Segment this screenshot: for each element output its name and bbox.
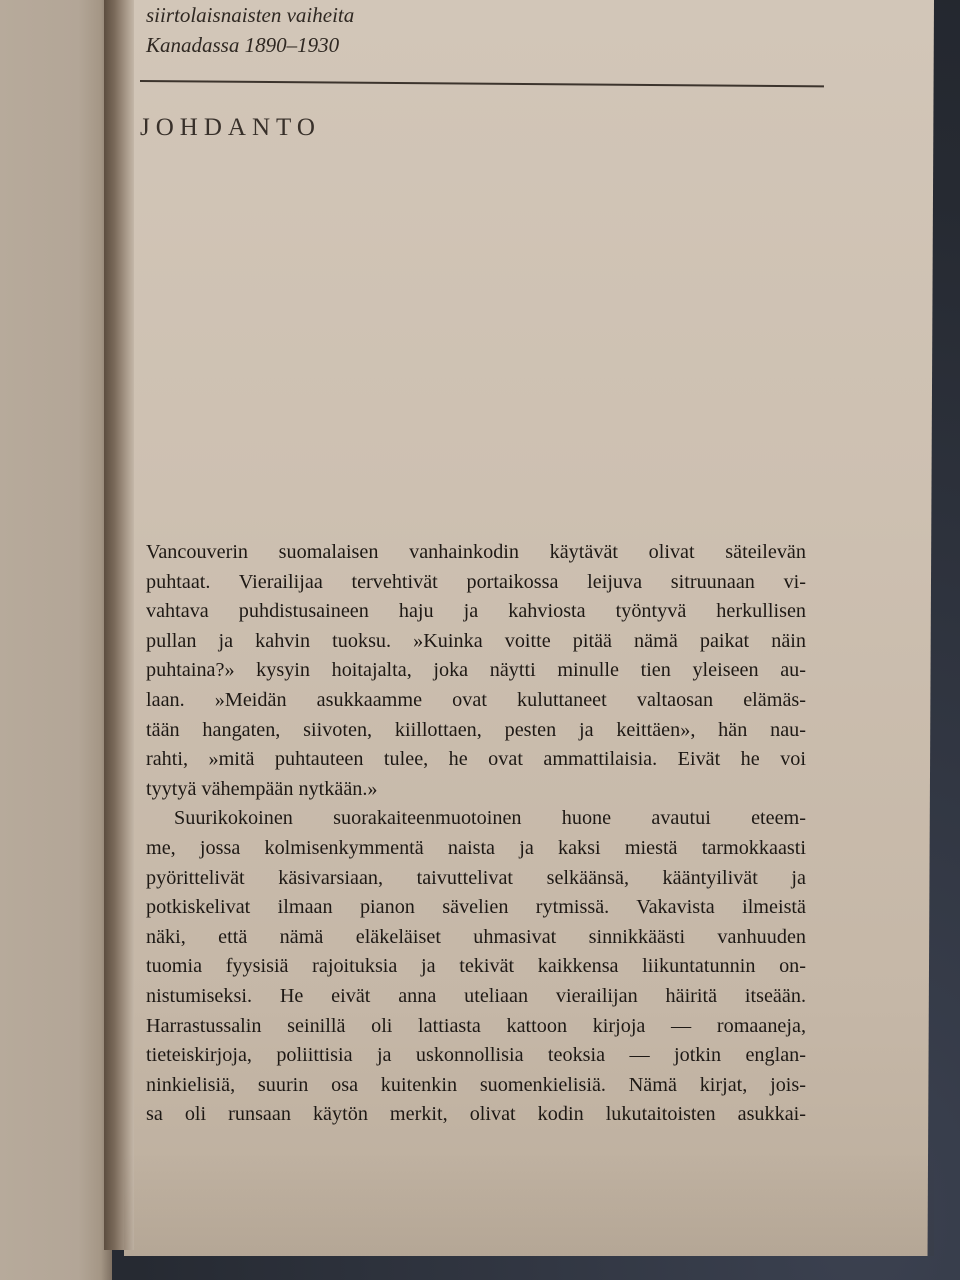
text-line: puhtaina?» kysyin hoitajalta, joka näytti minulle tien yleiseen au- [146,659,806,682]
text-line: pyörittelivät käsivarsiaan, taivuttelivat selkäänsä, kääntyilivät ja [146,866,806,889]
header-subtitle-line-1: siirtolaisnaisten vaiheita [146,3,355,27]
left-page-edge [0,0,112,1280]
text-line: vahtava puhdistusaineen haju ja kahviosta työntyvä herkullisen [146,600,806,623]
text-line: Vancouverin suomalaisen vanhainkodin käytävät olivat säteilevän [146,541,806,563]
text-line: pullan ja kahvin tuoksu. »Kuinka voitte pitää nämä paikat näin [146,629,806,652]
header-subtitle-line-2: Kanadassa 1890–1930 [146,33,340,57]
text-line: sa oli runsaan käytön merkit, olivat kodin lukutaitoisten asukkai- [146,1103,806,1126]
text-line: me, jossa kolmisenkymmentä naista ja kaksi miestä tarmokkaasti [146,836,806,859]
text-line: tieteiskirjoja, poliittisia ja uskonnollisia teoksia — jotkin englan- [146,1044,806,1067]
text-line: ninkielisiä, suurin osa kuitenkin suomenkielisiä. Nämä kirjat, jois- [146,1073,806,1096]
text-line: laan. »Meidän asukkaamme ovat kuluttaneet valtaosan elämäs- [146,688,806,711]
body-text [146,538,806,1130]
text-line: nistumiseksi. He eivät anna uteliaan vierailijan häiritä itseään. [146,984,806,1007]
text-line: näki, että nämä eläkeläiset uhmasivat sinnikkäästi vanhuuden [146,925,806,948]
chapter-title: JOHDANTO [140,114,321,141]
text-line: tuomia fyysisiä rajoituksia ja tekivät kaikkensa liikuntatunnin on- [146,955,806,978]
book-gutter-shadow [104,0,134,1250]
text-line: tyytyä vähempään nytkään.» [146,777,378,800]
text-line: puhtaat. Vierailijaa tervehtivät portaikossa leijuva sitruunaan vi- [146,570,806,593]
text-line: tään hangaten, siivoten, kiillottaen, pesten ja keittäen», hän nau- [146,718,806,741]
text-line: Harrastussalin seinillä oli lattiasta kattoon kirjoja — romaaneja, [146,1014,806,1037]
running-header [146,0,354,60]
text-line: Suurikokoinen suorakaiteenmuotoinen huone avautui eteem- [174,807,806,830]
text-line: rahti, »mitä puhtauteen tulee, he ovat ammattilaisia. Eivät he voi [146,748,806,771]
text-line: potkiskelivat ilmaan pianon sävelien rytmissä. Vakavista ilmeistä [146,896,806,919]
